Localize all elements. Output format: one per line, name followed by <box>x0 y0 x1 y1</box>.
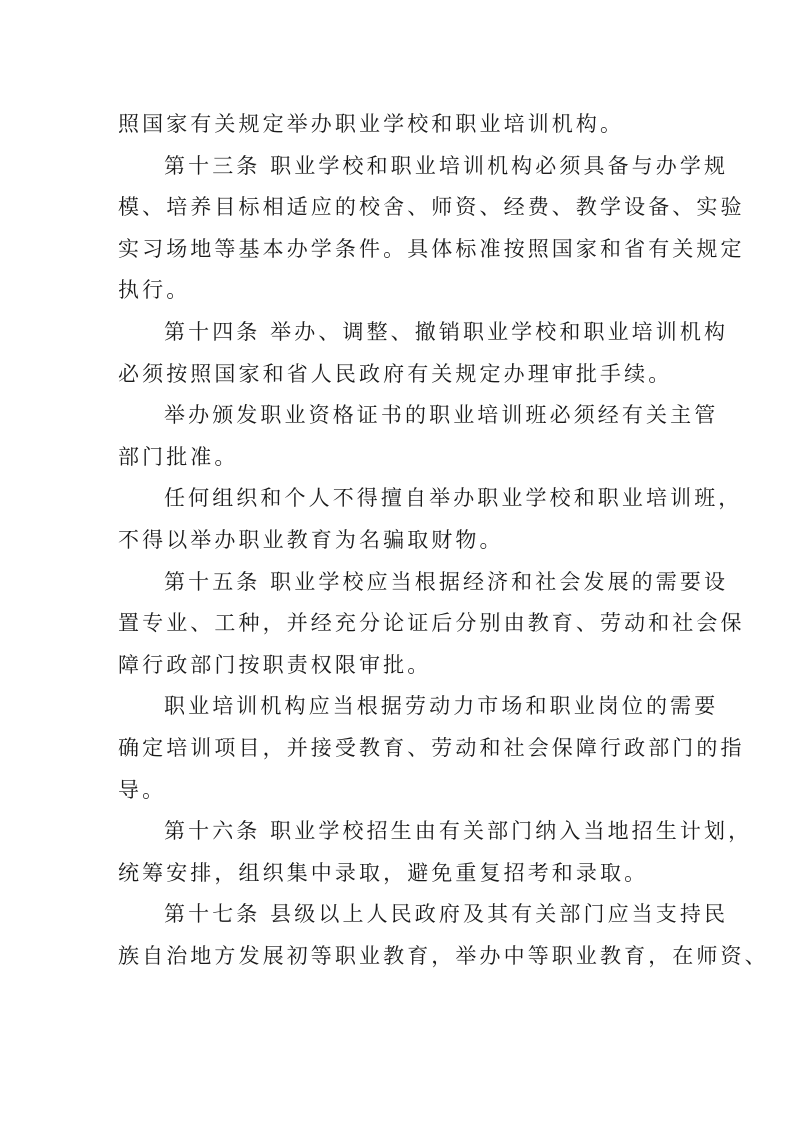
text-line: 第十六条 职业学校招生由有关部门纳入当地招生计划， <box>164 819 753 844</box>
text-line: 统筹安排，组织集中录取，避免重复招考和录取。 <box>118 860 649 885</box>
paragraph-article-16 <box>118 811 753 894</box>
text-line: 实习场地等基本办学条件。具体标准按照国家和省有关规定 <box>118 236 745 261</box>
text-line: 确定培训项目，并接受教育、劳动和社会保障行政部门的指 <box>118 735 745 760</box>
text-line: 不得以举办职业教育为名骗取财物。 <box>118 527 504 552</box>
text-line: 障行政部门按职责权限审批。 <box>118 652 432 677</box>
text-line: 第十七条 县级以上人民政府及其有关部门应当支持民 <box>164 902 729 927</box>
text-line: 导。 <box>118 777 167 802</box>
text-line: 第十四条 举办、调整、撤销职业学校和职业培训机构 <box>164 319 729 344</box>
paragraph-training-institutions <box>118 686 745 811</box>
paragraph-continuation <box>118 104 678 146</box>
text-line: 必须按照国家和省人民政府有关规定办理审批手续。 <box>118 361 673 386</box>
paragraph-prohibition <box>118 478 743 561</box>
text-line: 模、培养目标相适应的校舍、师资、经费、教学设备、实验 <box>118 195 745 220</box>
text-line: 举办颁发职业资格证书的职业培训班必须经有关主管 <box>164 403 719 428</box>
paragraph-article-13 <box>118 146 745 312</box>
text-line: 执行。 <box>118 278 191 303</box>
text-line: 族自治地方发展初等职业教育，举办中等职业教育，在师资、 <box>118 943 769 968</box>
text-line: 任何组织和个人不得擅自举办职业学校和职业培训班， <box>164 486 743 511</box>
paragraph-article-15 <box>118 562 745 687</box>
text-line: 置专业、工种，并经充分论证后分别由教育、劳动和社会保 <box>118 611 745 636</box>
text-line: 第十五条 职业学校应当根据经济和社会发展的需要设 <box>164 569 729 594</box>
text-line: 第十三条 职业学校和职业培训机构必须具备与办学规 <box>164 153 729 178</box>
text-line: 部门批准。 <box>118 444 239 469</box>
paragraph-article-17 <box>118 894 769 977</box>
text-line: 职业培训机构应当根据劳动力市场和职业岗位的需要 <box>164 694 719 719</box>
paragraph-certificate-training <box>118 395 719 478</box>
document-body <box>118 104 769 977</box>
text-line: 照国家有关规定举办职业学校和职业培训机构。 <box>118 112 625 136</box>
paragraph-article-14 <box>118 312 729 395</box>
